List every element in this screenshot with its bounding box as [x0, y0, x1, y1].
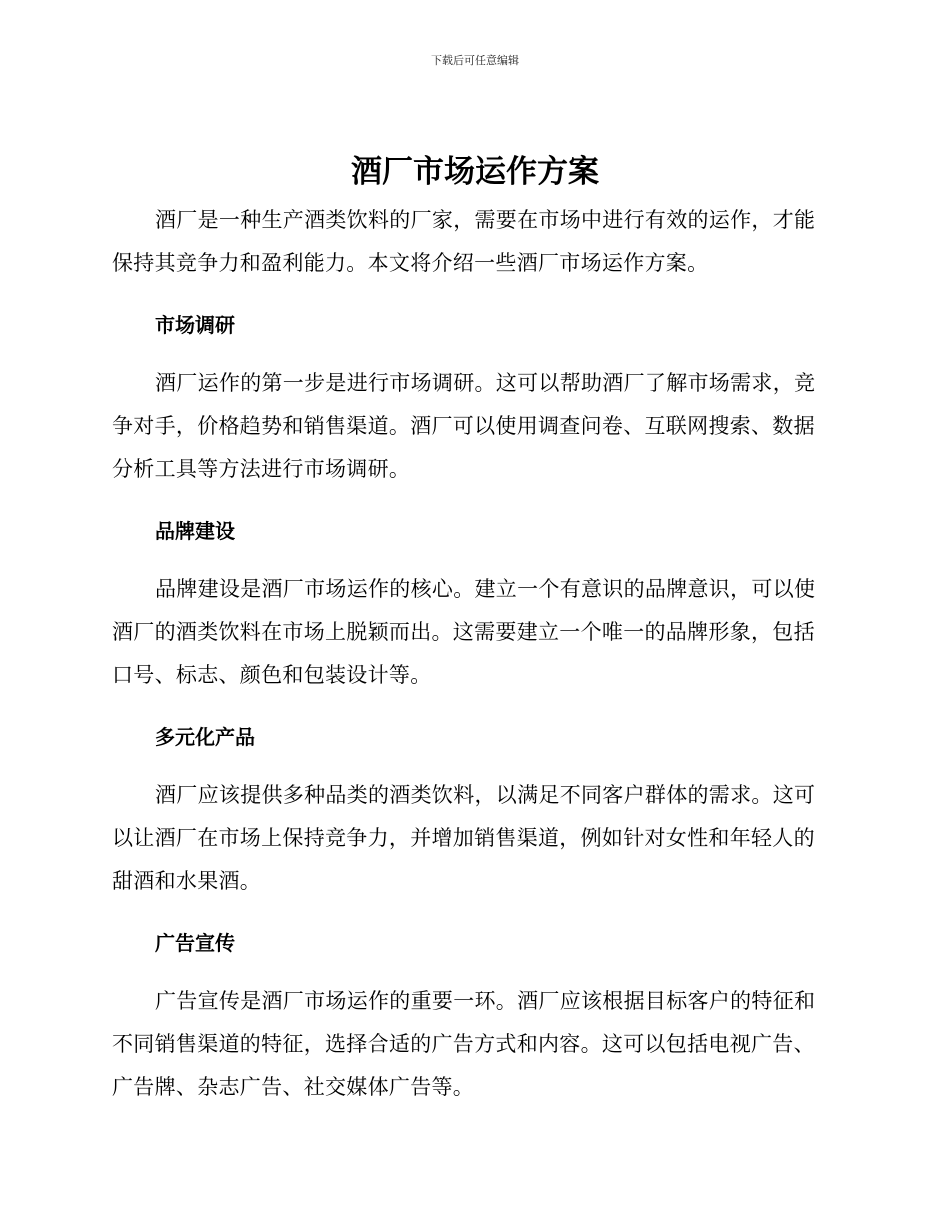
section-body-advertising: 广告宣传是酒厂市场运作的重要一环。酒厂应该根据目标客户的特征和不同销售渠道的特征，选择合适的广告方式和内容。这可以包括电视广告、广告牌、杂志广告、社交媒体广告等。 [112, 989, 816, 1099]
section-body-diversified-products: 酒厂应该提供多种品类的酒类饮料，以满足不同客户群体的需求。这可以让酒厂在市场上保持竞争力，并增加销售渠道，例如针对女性和年轻人的甜酒和水果酒。 [112, 783, 816, 893]
intro-paragraph: 酒厂是一种生产酒类饮料的厂家，需要在市场中进行有效的运作，才能保持其竞争力和盈利能力。本文将介绍一些酒厂市场运作方案。 [112, 208, 816, 275]
section-heading-market-research: 市场调研 [155, 313, 235, 337]
header-note: 下载后可任意编辑 [431, 54, 519, 67]
section-heading-brand-building: 品牌建设 [155, 519, 235, 543]
document-body [112, 199, 832, 1109]
section-body-market-research: 酒厂运作的第一步是进行市场调研。这可以帮助酒厂了解市场需求，竞争对手，价格趋势和销售渠道。酒厂可以使用调查问卷、互联网搜索、数据分析工具等方法进行市场调研。 [112, 371, 816, 481]
section-body-brand-building: 品牌建设是酒厂市场运作的核心。建立一个有意识的品牌意识，可以使酒厂的酒类饮料在市场上脱颖而出。这需要建立一个唯一的品牌形象，包括口号、标志、颜色和包装设计等。 [112, 577, 816, 687]
page-title: 酒厂市场运作方案 [351, 154, 599, 190]
section-heading-advertising: 广告宣传 [155, 931, 235, 955]
section-heading-diversified-products: 多元化产品 [155, 725, 255, 749]
